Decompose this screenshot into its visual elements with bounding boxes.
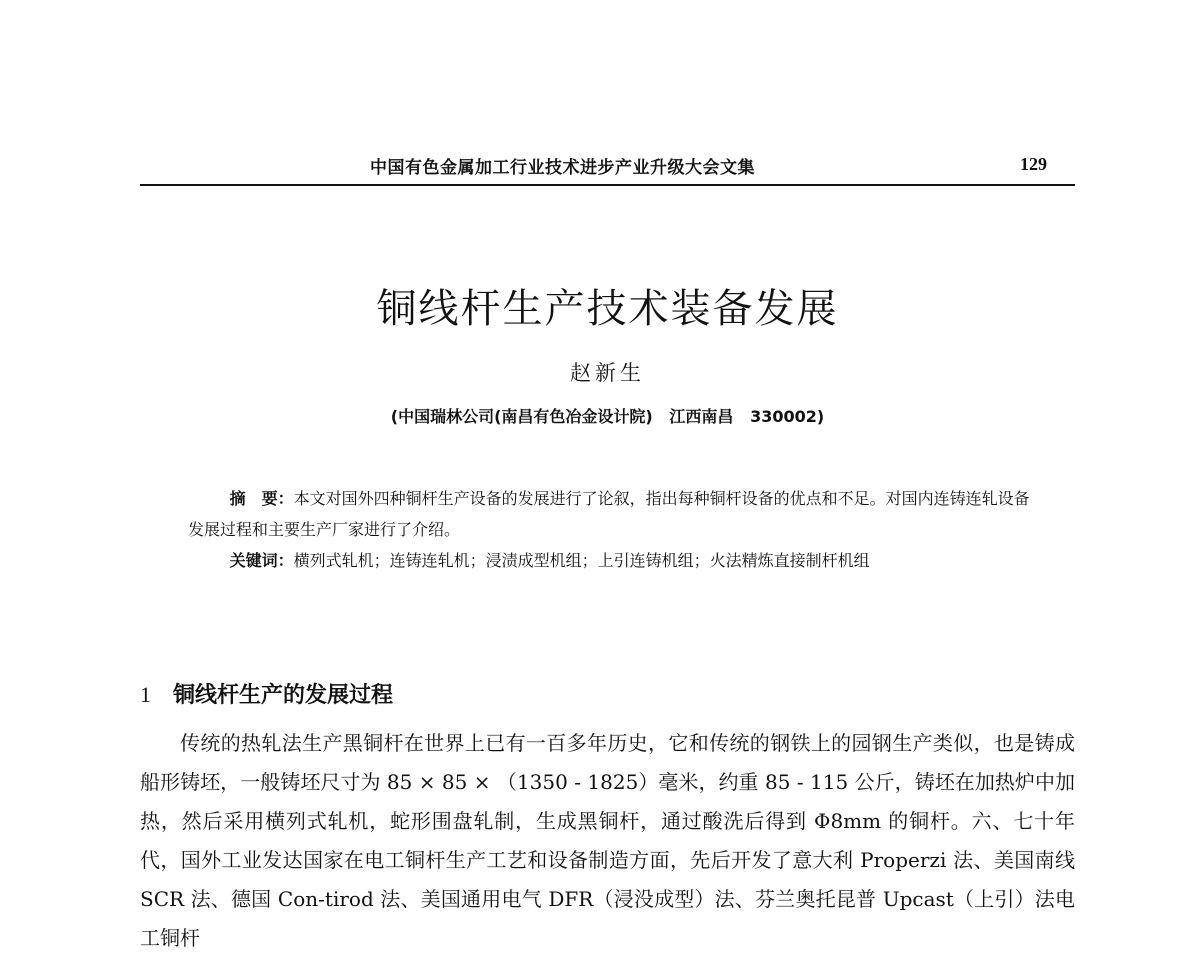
author-name: 赵新生 (570, 361, 645, 385)
body-paragraph: 传统的热轧法生产黑铜杆在世界上已有一百多年历史，它和传统的钢铁上的园钢生产类似，也是铸成船形铸坯，一般铸坯尺寸为 85 × 85 × （1350 - 1825）毫米，约重 85 - 115 公斤，铸坯在加热炉中加热，然后采用横列式轧机，蛇形围盘轧制，生成黑铜杆，通过酸洗后得到 Φ8mm 的铜杆。六、七十年代，国外工业发达国家在电工铜杆生产工艺和设备制造方面，先后开发了意大利 Properzi 法、美国南线 SCR 法、德国 Con-tirod 法、美国通用电气 DFR（浸没成型）法、芬兰奥托昆普 Upcast（上引）法电工铜杆 (140, 731, 1075, 950)
article-title: 铜线杆生产技术装备发展 (376, 285, 839, 332)
abstract-label: 摘 要： (229, 489, 294, 508)
body-text (140, 724, 1075, 958)
section-title: 铜线杆生产的发展过程 (173, 683, 394, 709)
page-number: 129 (1020, 154, 1047, 174)
section-number: 1 (140, 682, 151, 708)
abstract-text: 本文对国外四种铜杆生产设备的发展进行了论叙，指出每种铜杆设备的优点和不足。对国内连铸连轧设备发展过程和主要生产厂家进行了介绍。 (188, 489, 1030, 539)
running-header (140, 150, 1075, 186)
keywords-text: 横列式轧机；连铸连轧机；浸渍成型机组；上引连铸机组；火法精炼直接制杆机组 (293, 551, 870, 570)
abstract-paragraph (188, 483, 1033, 545)
section-heading (140, 678, 393, 709)
author-affiliation: (中国瑞林公司(南昌有色冶金设计院) 江西南昌 330002) (390, 407, 825, 426)
keywords-paragraph (188, 545, 1033, 576)
abstract-block (188, 483, 1033, 576)
journal-title: 中国有色金属加工行业技术进步产业升级大会文集 (370, 158, 755, 178)
keywords-label: 关键词： (229, 551, 294, 570)
